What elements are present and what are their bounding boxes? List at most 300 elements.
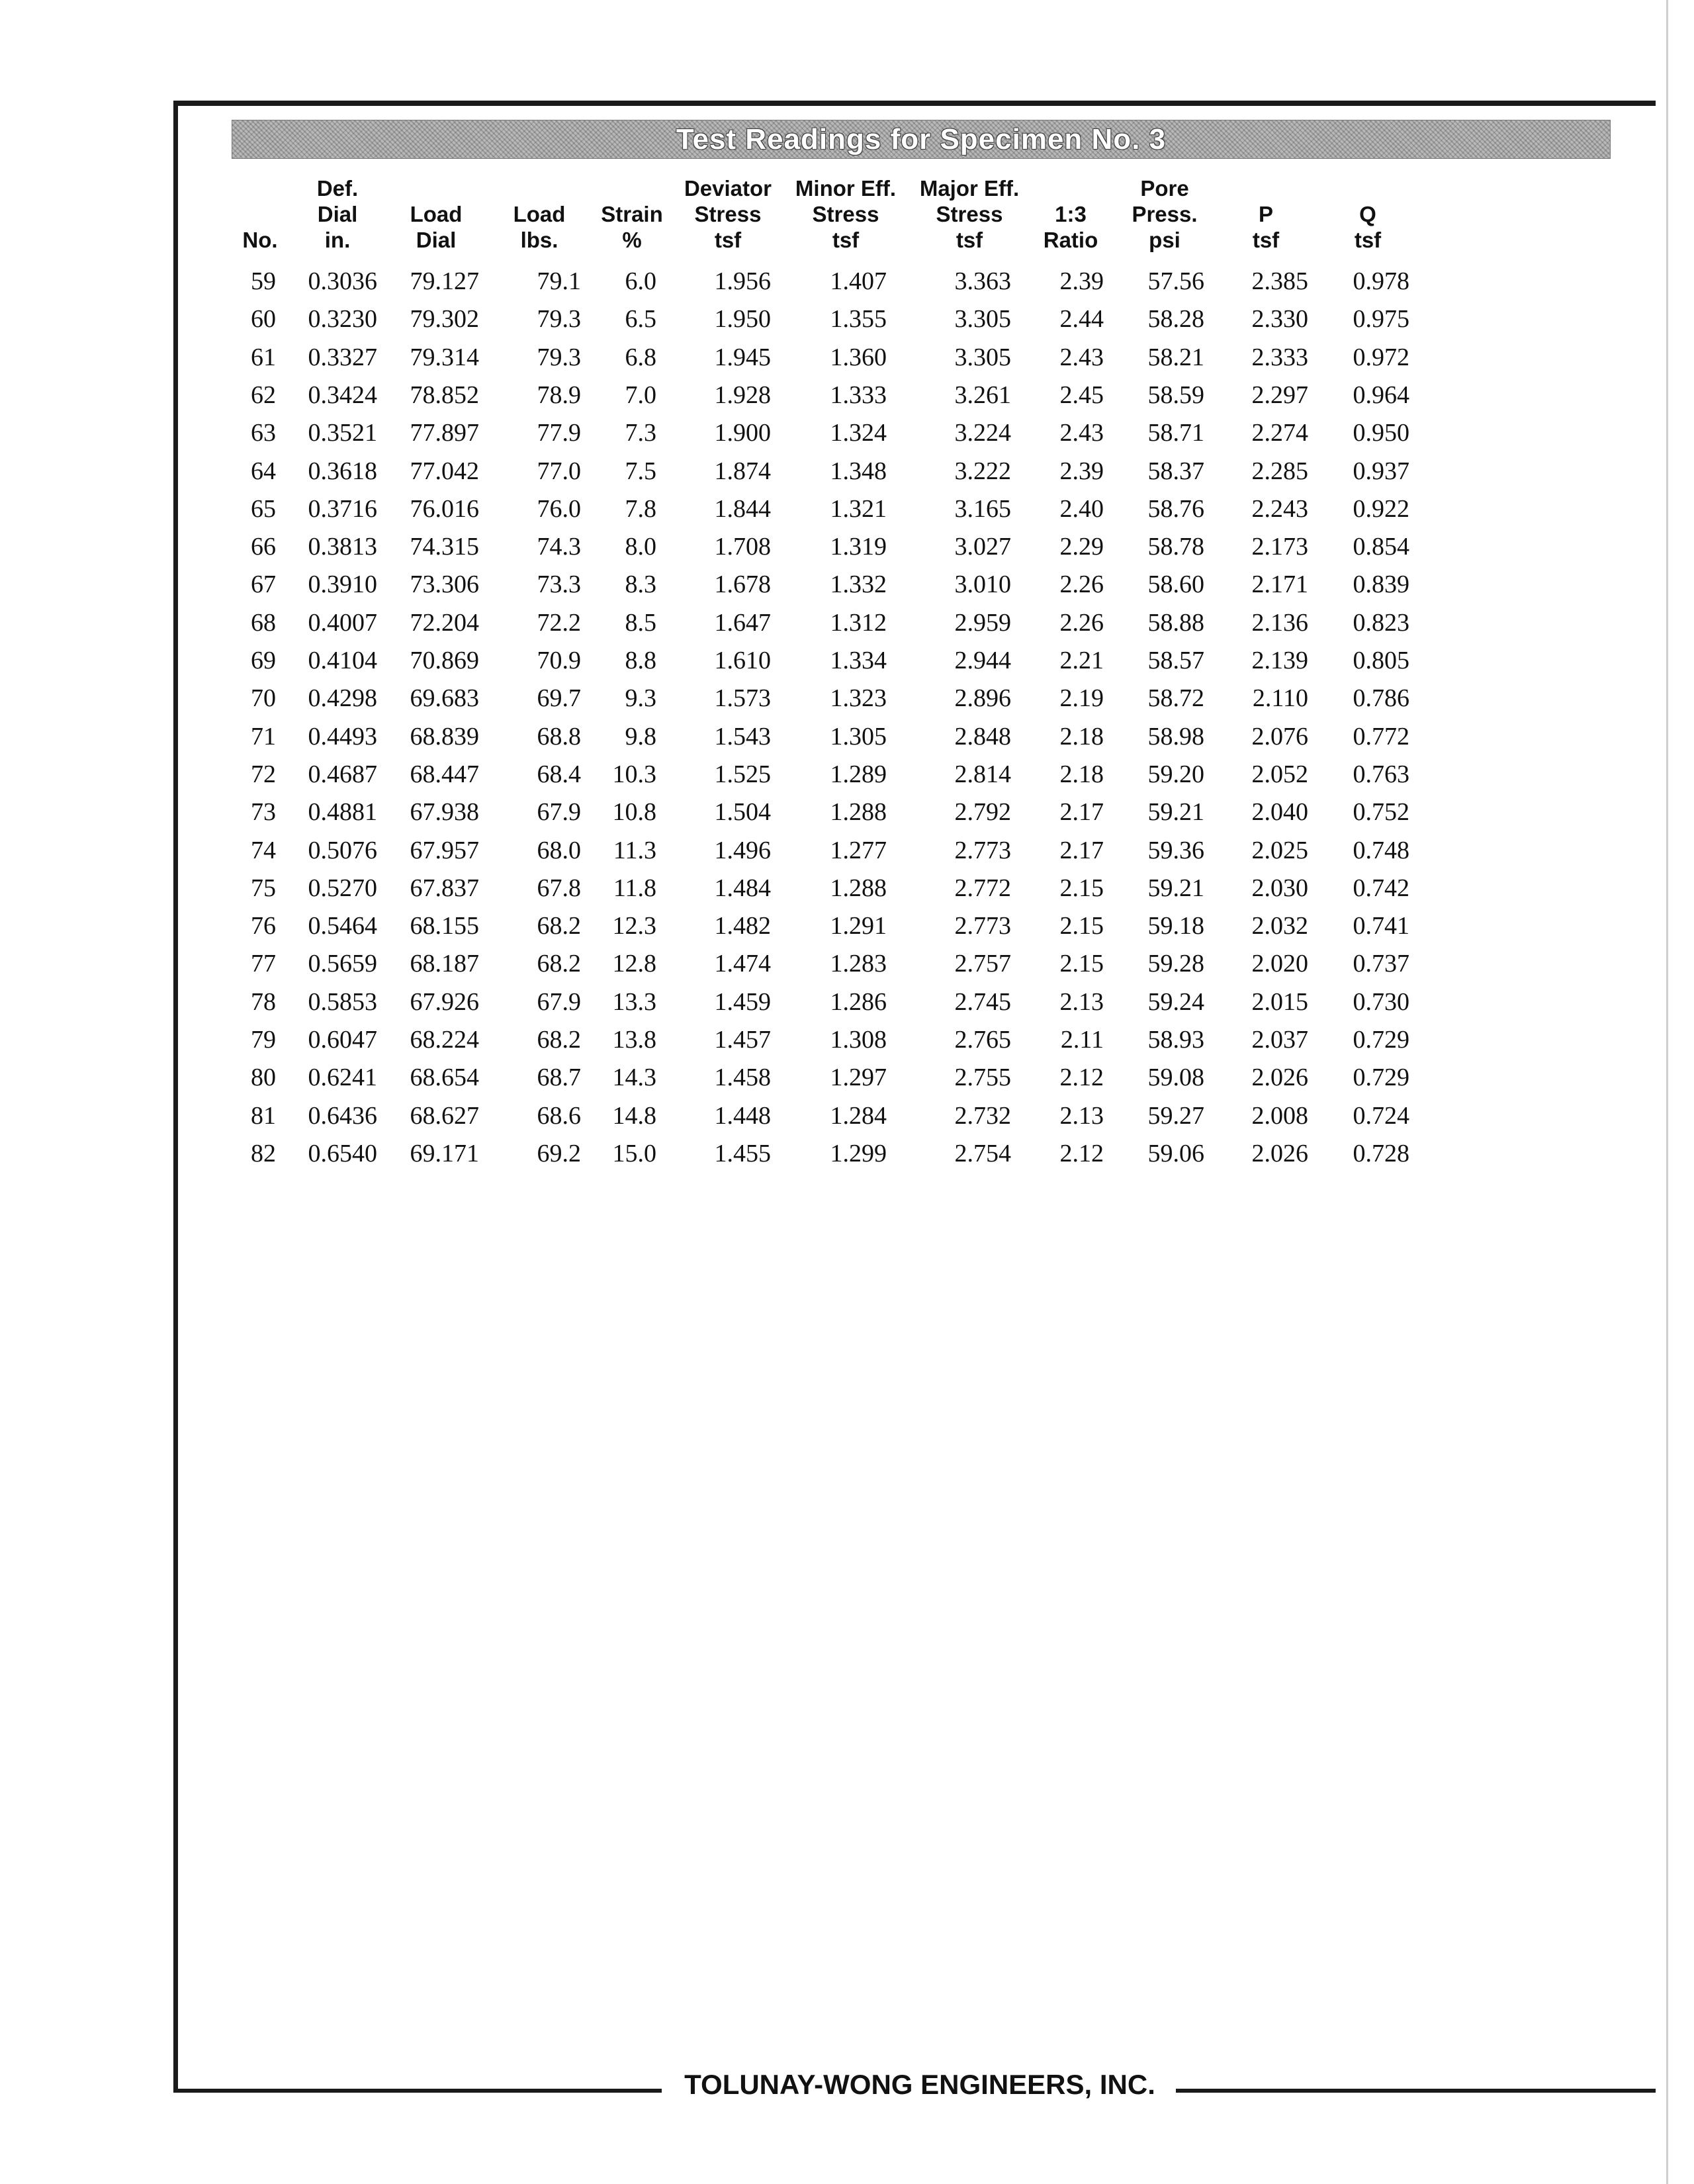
column-header-load-dial <box>393 171 479 253</box>
cell-p: 2.030 <box>1251 874 1308 902</box>
cell-ratio: 2.15 <box>1059 912 1104 940</box>
cell-minor-eff-stress: 1.277 <box>830 837 887 864</box>
cell-deviator-stress: 1.474 <box>714 950 771 978</box>
cell-major-eff-stress: 2.755 <box>954 1064 1011 1091</box>
cell-q: 0.741 <box>1353 912 1409 940</box>
cell-deviator-stress: 1.482 <box>714 912 771 940</box>
cell-p: 2.076 <box>1251 723 1308 751</box>
column-header-line: Dial <box>416 228 457 252</box>
cell-ratio: 2.12 <box>1059 1064 1104 1091</box>
cell-deviator-stress: 1.678 <box>714 570 771 598</box>
cell-deviator-stress: 1.457 <box>714 1026 771 1054</box>
cell-load-dial: 72.204 <box>410 609 479 637</box>
cell-strain: 10.8 <box>612 798 656 826</box>
cell-pore-press: 58.88 <box>1147 609 1204 637</box>
cell-p: 2.052 <box>1251 760 1308 788</box>
cell-no: 69 <box>251 647 276 674</box>
cell-strain: 11.8 <box>613 874 656 902</box>
cell-p: 2.032 <box>1251 912 1308 940</box>
cell-no: 82 <box>251 1140 276 1167</box>
cell-pore-press: 59.21 <box>1147 874 1204 902</box>
cell-major-eff-stress: 3.261 <box>954 381 1011 409</box>
cell-major-eff-stress: 3.165 <box>954 495 1011 523</box>
cell-deviator-stress: 1.458 <box>714 1064 771 1091</box>
cell-minor-eff-stress: 1.289 <box>830 760 887 788</box>
column-header-line: No. <box>242 228 278 252</box>
cell-q: 0.937 <box>1353 457 1409 485</box>
cell-deviator-stress: 1.455 <box>714 1140 771 1167</box>
cell-strain: 10.3 <box>612 760 656 788</box>
cell-ratio: 2.17 <box>1059 837 1104 864</box>
column-header-line: Load <box>410 202 463 226</box>
cell-minor-eff-stress: 1.288 <box>830 874 887 902</box>
cell-q: 0.728 <box>1353 1140 1409 1167</box>
cell-q: 0.950 <box>1353 419 1409 447</box>
cell-load-dial: 77.042 <box>410 457 479 485</box>
table-row <box>0 300 1694 338</box>
cell-load-lbs: 78.9 <box>537 381 581 409</box>
cell-ratio: 2.43 <box>1059 419 1104 447</box>
column-header-line: % <box>622 228 642 252</box>
cell-deviator-stress: 1.900 <box>714 419 771 447</box>
cell-q: 0.975 <box>1353 305 1409 333</box>
column-header-line: Q <box>1359 202 1376 226</box>
cell-ratio: 2.29 <box>1059 533 1104 561</box>
cell-q: 0.978 <box>1353 267 1409 295</box>
cell-major-eff-stress: 3.363 <box>954 267 1011 295</box>
cell-def-dial: 0.4104 <box>308 647 377 674</box>
footer-rule-left <box>173 2089 662 2093</box>
cell-major-eff-stress: 2.959 <box>954 609 1011 637</box>
cell-major-eff-stress: 2.848 <box>954 723 1011 751</box>
cell-ratio: 2.18 <box>1059 723 1104 751</box>
cell-pore-press: 58.21 <box>1147 343 1204 371</box>
cell-p: 2.285 <box>1251 457 1308 485</box>
cell-minor-eff-stress: 1.334 <box>830 647 887 674</box>
table-row <box>0 377 1694 414</box>
cell-minor-eff-stress: 1.407 <box>830 267 887 295</box>
cell-strain: 7.3 <box>625 419 656 447</box>
cell-strain: 7.8 <box>625 495 656 523</box>
table-row <box>0 1135 1694 1172</box>
footer-rule-right <box>1176 2089 1656 2093</box>
column-header-ratio <box>1034 171 1107 253</box>
table-row <box>0 528 1694 565</box>
cell-no: 70 <box>251 684 276 712</box>
cell-def-dial: 0.6540 <box>308 1140 377 1167</box>
table-row <box>0 756 1694 793</box>
cell-def-dial: 0.5659 <box>308 950 377 978</box>
cell-deviator-stress: 1.928 <box>714 381 771 409</box>
cell-major-eff-stress: 3.224 <box>954 419 1011 447</box>
cell-load-lbs: 73.3 <box>537 570 581 598</box>
cell-minor-eff-stress: 1.288 <box>830 798 887 826</box>
column-header-line: in. <box>324 228 351 252</box>
cell-minor-eff-stress: 1.299 <box>830 1140 887 1167</box>
cell-def-dial: 0.3618 <box>308 457 377 485</box>
column-header-no <box>230 171 290 253</box>
column-header-line: psi <box>1149 228 1181 252</box>
cell-strain: 8.0 <box>625 533 656 561</box>
cell-no: 80 <box>251 1064 276 1091</box>
cell-ratio: 2.44 <box>1059 305 1104 333</box>
cell-load-lbs: 74.3 <box>537 533 581 561</box>
cell-def-dial: 0.5853 <box>308 988 377 1016</box>
table-row <box>0 1097 1694 1134</box>
cell-deviator-stress: 1.610 <box>714 647 771 674</box>
cell-no: 76 <box>251 912 276 940</box>
cell-ratio: 2.26 <box>1059 609 1104 637</box>
cell-ratio: 2.39 <box>1059 267 1104 295</box>
cell-minor-eff-stress: 1.321 <box>830 495 887 523</box>
cell-strain: 8.3 <box>625 570 656 598</box>
cell-def-dial: 0.3327 <box>308 343 377 371</box>
cell-minor-eff-stress: 1.332 <box>830 570 887 598</box>
cell-pore-press: 58.98 <box>1147 723 1204 751</box>
cell-deviator-stress: 1.573 <box>714 684 771 712</box>
cell-minor-eff-stress: 1.283 <box>830 950 887 978</box>
column-header-line: tsf <box>956 228 983 252</box>
cell-q: 0.752 <box>1353 798 1409 826</box>
cell-q: 0.724 <box>1353 1102 1409 1130</box>
cell-load-lbs: 77.9 <box>537 419 581 447</box>
cell-p: 2.274 <box>1251 419 1308 447</box>
column-header-line: Deviator <box>684 176 772 201</box>
cell-ratio: 2.39 <box>1059 457 1104 485</box>
cell-q: 0.748 <box>1353 837 1409 864</box>
cell-def-dial: 0.6241 <box>308 1064 377 1091</box>
cell-ratio: 2.40 <box>1059 495 1104 523</box>
cell-no: 59 <box>251 267 276 295</box>
cell-load-lbs: 68.2 <box>537 950 581 978</box>
cell-load-dial: 67.938 <box>410 798 479 826</box>
cell-deviator-stress: 1.708 <box>714 533 771 561</box>
cell-pore-press: 59.18 <box>1147 912 1204 940</box>
cell-load-lbs: 76.0 <box>537 495 581 523</box>
cell-load-dial: 79.127 <box>410 267 479 295</box>
cell-pore-press: 58.57 <box>1147 647 1204 674</box>
column-header-line: tsf <box>832 228 860 252</box>
cell-strain: 12.3 <box>612 912 656 940</box>
cell-load-lbs: 77.0 <box>537 457 581 485</box>
cell-deviator-stress: 1.448 <box>714 1102 771 1130</box>
cell-p: 2.040 <box>1251 798 1308 826</box>
cell-major-eff-stress: 2.745 <box>954 988 1011 1016</box>
table-row <box>0 566 1694 603</box>
table-row <box>0 263 1694 300</box>
cell-q: 0.854 <box>1353 533 1409 561</box>
cell-q: 0.839 <box>1353 570 1409 598</box>
cell-major-eff-stress: 3.222 <box>954 457 1011 485</box>
cell-minor-eff-stress: 1.355 <box>830 305 887 333</box>
column-header-load-lbs <box>500 171 579 253</box>
cell-load-lbs: 68.7 <box>537 1064 581 1091</box>
table-row <box>0 490 1694 527</box>
column-header-line: Stress <box>936 202 1003 226</box>
cell-ratio: 2.13 <box>1059 1102 1104 1130</box>
cell-p: 2.020 <box>1251 950 1308 978</box>
cell-strain: 8.5 <box>625 609 656 637</box>
table-row <box>0 453 1694 490</box>
cell-load-lbs: 79.3 <box>537 305 581 333</box>
cell-pore-press: 59.36 <box>1147 837 1204 864</box>
table-row <box>0 794 1694 831</box>
cell-p: 2.025 <box>1251 837 1308 864</box>
cell-strain: 8.8 <box>625 647 656 674</box>
column-header-minor-eff-stress <box>783 171 909 253</box>
cell-major-eff-stress: 2.773 <box>954 837 1011 864</box>
cell-ratio: 2.21 <box>1059 647 1104 674</box>
cell-no: 68 <box>251 609 276 637</box>
cell-minor-eff-stress: 1.312 <box>830 609 887 637</box>
cell-p: 2.171 <box>1251 570 1308 598</box>
cell-def-dial: 0.5464 <box>308 912 377 940</box>
cell-load-dial: 68.155 <box>410 912 479 940</box>
cell-pore-press: 58.78 <box>1147 533 1204 561</box>
column-header-line: Press. <box>1132 202 1198 226</box>
cell-strain: 6.5 <box>625 305 656 333</box>
cell-no: 71 <box>251 723 276 751</box>
cell-deviator-stress: 1.945 <box>714 343 771 371</box>
cell-strain: 14.8 <box>612 1102 656 1130</box>
column-header-line: Def. <box>316 176 359 201</box>
cell-ratio: 2.11 <box>1060 1026 1104 1054</box>
cell-load-lbs: 68.4 <box>537 760 581 788</box>
page-title: Test Readings for Specimen No. 3 <box>676 122 1167 156</box>
cell-q: 0.786 <box>1353 684 1409 712</box>
cell-minor-eff-stress: 1.323 <box>830 684 887 712</box>
cell-load-dial: 78.852 <box>410 381 479 409</box>
column-header-line: tsf <box>714 228 742 252</box>
column-header-strain <box>596 171 668 253</box>
cell-load-lbs: 70.9 <box>537 647 581 674</box>
table-row <box>0 1059 1694 1096</box>
column-header-line: tsf <box>1354 228 1382 252</box>
cell-strain: 14.3 <box>612 1064 656 1091</box>
table-row <box>0 604 1694 641</box>
cell-pore-press: 59.28 <box>1147 950 1204 978</box>
cell-minor-eff-stress: 1.286 <box>830 988 887 1016</box>
cell-pore-press: 58.76 <box>1147 495 1204 523</box>
cell-deviator-stress: 1.950 <box>714 305 771 333</box>
table-row <box>0 870 1694 907</box>
cell-minor-eff-stress: 1.284 <box>830 1102 887 1130</box>
cell-minor-eff-stress: 1.360 <box>830 343 887 371</box>
cell-p: 2.026 <box>1251 1064 1308 1091</box>
cell-no: 60 <box>251 305 276 333</box>
cell-p: 2.333 <box>1251 343 1308 371</box>
cell-load-dial: 68.654 <box>410 1064 479 1091</box>
table-row <box>0 983 1694 1021</box>
table-row <box>0 642 1694 679</box>
cell-q: 0.964 <box>1353 381 1409 409</box>
cell-pore-press: 59.06 <box>1147 1140 1204 1167</box>
cell-no: 78 <box>251 988 276 1016</box>
company-name: TOLUNAY-WONG ENGINEERS, INC. <box>684 2069 1155 2100</box>
cell-strain: 7.5 <box>625 457 656 485</box>
cell-major-eff-stress: 3.305 <box>954 343 1011 371</box>
cell-minor-eff-stress: 1.333 <box>830 381 887 409</box>
cell-no: 64 <box>251 457 276 485</box>
cell-major-eff-stress: 2.814 <box>954 760 1011 788</box>
cell-pore-press: 58.28 <box>1147 305 1204 333</box>
cell-no: 67 <box>251 570 276 598</box>
cell-minor-eff-stress: 1.291 <box>830 912 887 940</box>
cell-no: 72 <box>251 760 276 788</box>
cell-no: 77 <box>251 950 276 978</box>
cell-load-dial: 67.926 <box>410 988 479 1016</box>
cell-major-eff-stress: 2.792 <box>954 798 1011 826</box>
cell-load-dial: 70.869 <box>410 647 479 674</box>
column-header-line: Minor Eff. <box>795 176 897 201</box>
cell-major-eff-stress: 2.772 <box>954 874 1011 902</box>
cell-deviator-stress: 1.525 <box>714 760 771 788</box>
cell-pore-press: 58.60 <box>1147 570 1204 598</box>
cell-ratio: 2.17 <box>1059 798 1104 826</box>
cell-major-eff-stress: 2.754 <box>954 1140 1011 1167</box>
cell-no: 73 <box>251 798 276 826</box>
cell-major-eff-stress: 3.027 <box>954 533 1011 561</box>
cell-def-dial: 0.4298 <box>308 684 377 712</box>
cell-load-lbs: 67.8 <box>537 874 581 902</box>
column-header-line: Stress <box>812 202 879 226</box>
column-header-major-eff-stress <box>907 171 1032 253</box>
cell-strain: 13.8 <box>612 1026 656 1054</box>
cell-p: 2.173 <box>1251 533 1308 561</box>
cell-load-dial: 68.839 <box>410 723 479 751</box>
cell-deviator-stress: 1.844 <box>714 495 771 523</box>
column-header-deviator-stress <box>672 171 784 253</box>
cell-deviator-stress: 1.504 <box>714 798 771 826</box>
cell-no: 79 <box>251 1026 276 1054</box>
cell-p: 2.385 <box>1251 267 1308 295</box>
cell-load-lbs: 67.9 <box>537 798 581 826</box>
cell-strain: 12.8 <box>612 950 656 978</box>
cell-load-lbs: 68.2 <box>537 912 581 940</box>
column-header-q <box>1335 171 1401 253</box>
cell-major-eff-stress: 2.732 <box>954 1102 1011 1130</box>
cell-p: 2.026 <box>1251 1140 1308 1167</box>
cell-minor-eff-stress: 1.324 <box>830 419 887 447</box>
column-header-line: 1:3 <box>1055 202 1087 226</box>
cell-minor-eff-stress: 1.297 <box>830 1064 887 1091</box>
cell-strain: 9.3 <box>625 684 656 712</box>
cell-load-dial: 68.224 <box>410 1026 479 1054</box>
cell-def-dial: 0.3424 <box>308 381 377 409</box>
cell-def-dial: 0.5076 <box>308 837 377 864</box>
cell-major-eff-stress: 3.010 <box>954 570 1011 598</box>
cell-strain: 11.3 <box>613 837 656 864</box>
cell-load-lbs: 67.9 <box>537 988 581 1016</box>
table-row <box>0 945 1694 982</box>
table-row <box>0 907 1694 944</box>
column-header-line: P <box>1258 202 1273 226</box>
cell-major-eff-stress: 2.773 <box>954 912 1011 940</box>
column-header-line: Pore <box>1140 176 1189 201</box>
column-header-line: Ratio <box>1043 228 1098 252</box>
cell-q: 0.729 <box>1353 1064 1409 1091</box>
cell-load-dial: 77.897 <box>410 419 479 447</box>
cell-p: 2.110 <box>1252 684 1308 712</box>
cell-def-dial: 0.5270 <box>308 874 377 902</box>
table-row <box>0 680 1694 717</box>
cell-def-dial: 0.3910 <box>308 570 377 598</box>
cell-pore-press: 58.71 <box>1147 419 1204 447</box>
cell-def-dial: 0.4007 <box>308 609 377 637</box>
cell-load-lbs: 69.7 <box>537 684 581 712</box>
cell-load-dial: 73.306 <box>410 570 479 598</box>
cell-deviator-stress: 1.496 <box>714 837 771 864</box>
cell-load-lbs: 79.1 <box>537 267 581 295</box>
cell-no: 62 <box>251 381 276 409</box>
cell-deviator-stress: 1.484 <box>714 874 771 902</box>
cell-p: 2.037 <box>1251 1026 1308 1054</box>
cell-no: 81 <box>251 1102 276 1130</box>
cell-q: 0.772 <box>1353 723 1409 751</box>
column-header-p <box>1233 171 1299 253</box>
cell-q: 0.823 <box>1353 609 1409 637</box>
cell-ratio: 2.12 <box>1059 1140 1104 1167</box>
cell-pore-press: 57.56 <box>1147 267 1204 295</box>
cell-pore-press: 59.27 <box>1147 1102 1204 1130</box>
cell-load-dial: 68.447 <box>410 760 479 788</box>
column-header-line: Stress <box>694 202 762 226</box>
cell-load-dial: 74.315 <box>410 533 479 561</box>
column-header-line: Dial <box>317 202 358 226</box>
cell-pore-press: 59.24 <box>1147 988 1204 1016</box>
cell-major-eff-stress: 3.305 <box>954 305 1011 333</box>
cell-minor-eff-stress: 1.308 <box>830 1026 887 1054</box>
cell-load-dial: 79.314 <box>410 343 479 371</box>
cell-def-dial: 0.3230 <box>308 305 377 333</box>
cell-deviator-stress: 1.459 <box>714 988 771 1016</box>
cell-major-eff-stress: 2.757 <box>954 950 1011 978</box>
cell-deviator-stress: 1.874 <box>714 457 771 485</box>
cell-pore-press: 59.08 <box>1147 1064 1204 1091</box>
column-header-def-dial <box>291 171 384 253</box>
cell-ratio: 2.26 <box>1059 570 1104 598</box>
cell-def-dial: 0.3521 <box>308 419 377 447</box>
cell-load-dial: 67.837 <box>410 874 479 902</box>
cell-load-lbs: 68.0 <box>537 837 581 864</box>
cell-load-dial: 76.016 <box>410 495 479 523</box>
cell-deviator-stress: 1.543 <box>714 723 771 751</box>
cell-q: 0.763 <box>1353 760 1409 788</box>
cell-no: 65 <box>251 495 276 523</box>
cell-def-dial: 0.4493 <box>308 723 377 751</box>
table-row <box>0 1021 1694 1058</box>
cell-def-dial: 0.6047 <box>308 1026 377 1054</box>
column-header-pore-press <box>1118 171 1211 253</box>
cell-strain: 7.0 <box>625 381 656 409</box>
cell-no: 75 <box>251 874 276 902</box>
cell-deviator-stress: 1.956 <box>714 267 771 295</box>
cell-minor-eff-stress: 1.319 <box>830 533 887 561</box>
cell-ratio: 2.18 <box>1059 760 1104 788</box>
cell-major-eff-stress: 2.944 <box>954 647 1011 674</box>
cell-major-eff-stress: 2.765 <box>954 1026 1011 1054</box>
cell-p: 2.008 <box>1251 1102 1308 1130</box>
cell-strain: 6.8 <box>625 343 656 371</box>
cell-def-dial: 0.3813 <box>308 533 377 561</box>
cell-p: 2.297 <box>1251 381 1308 409</box>
cell-no: 74 <box>251 837 276 864</box>
table-row <box>0 414 1694 451</box>
cell-no: 63 <box>251 419 276 447</box>
cell-strain: 15.0 <box>612 1140 656 1167</box>
cell-load-dial: 79.302 <box>410 305 479 333</box>
cell-pore-press: 59.21 <box>1147 798 1204 826</box>
